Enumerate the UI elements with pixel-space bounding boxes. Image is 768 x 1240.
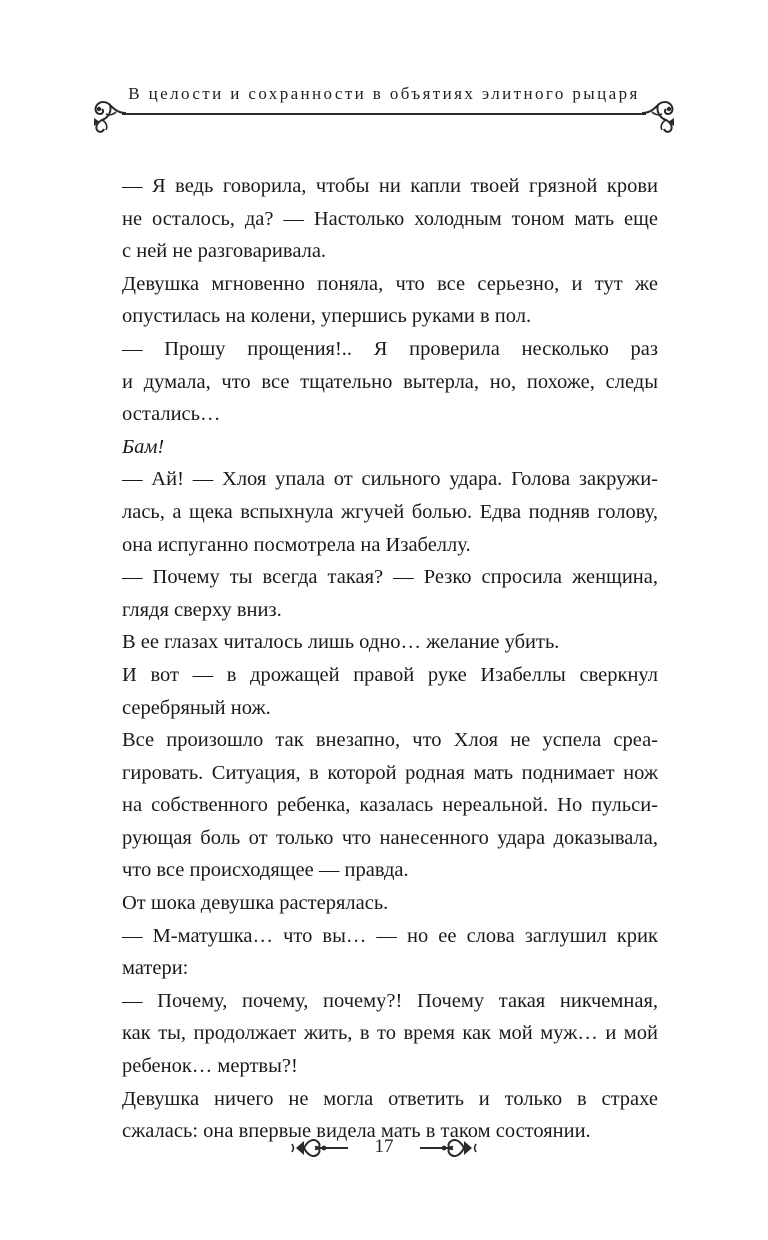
text-line: опустилась на колени, упершись руками в пол. (122, 305, 532, 328)
text-line: — Почему, почему, почему?! Почему такая никчемная, (122, 989, 658, 1012)
text-line: Все произошло так внезапно, что Хлоя не успела среа- (122, 729, 658, 752)
body-text (122, 170, 658, 1148)
folio-ornament-left-icon (290, 1132, 354, 1164)
text-line: она испуганно посмотрела на Изабеллу. (122, 533, 471, 556)
text-line: как ты, продолжает жить, в то время как мой муж… и мой (122, 1022, 658, 1045)
text-line: — Почему ты всегда такая? — Резко спросила женщина, (122, 566, 658, 589)
text-line: ребенок… мертвы?! (122, 1055, 298, 1078)
text-line: и думала, что все тщательно вытерла, но, похоже, следы (122, 370, 658, 393)
text-line: остались… (122, 403, 221, 426)
text-line: — Ай! — Хлоя упала от сильного удара. Голова закружи- (122, 468, 658, 491)
text-line: От шока девушка растерялась. (122, 892, 389, 915)
text-line: лась, а щека вспыхнула жгучей болью. Едва подняв голову, (122, 500, 658, 523)
text-line: — Я ведь говорила, чтобы ни капли твоей грязной крови (122, 175, 658, 197)
text-line: — М-матушка… что вы… — но ее слова заглушил крик (122, 924, 658, 947)
text-line: Бам! (122, 435, 165, 458)
corner-ornament-left-icon (92, 100, 128, 134)
page-number: 17 (374, 1136, 394, 1157)
corner-ornament-right-icon (640, 100, 676, 134)
folio-ornament-right-icon (414, 1132, 478, 1164)
text-line: на собственного ребенка, казалась нереальной. Но пульси- (122, 794, 658, 817)
text-line: И вот — в дрожащей правой руке Изабеллы сверкнул (122, 663, 658, 686)
text-line: Девушка мгновенно поняла, что все серьезно, и тут же (122, 272, 658, 295)
header-rule (122, 113, 646, 115)
text-line: матери: (122, 957, 189, 980)
text-line: серебряный нож. (122, 696, 271, 719)
running-head: В целости и сохранности в объятиях элитного рыцаря (128, 84, 640, 103)
text-line: что все происходящее — правда. (122, 859, 409, 882)
text-line: глядя сверху вниз. (122, 598, 282, 621)
text-line: рующая боль от только что нанесенного удара доказывала, (122, 826, 658, 849)
text-line: — Прошу прощения!.. Я проверила несколько раз (122, 337, 658, 360)
text-line: В ее глазах читалось лишь одно… желание убить. (122, 631, 560, 654)
text-line: гировать. Ситуация, в которой родная мать поднимает нож (122, 761, 658, 784)
text-line: не осталось, да? — Настолько холодным тоном мать еще (122, 207, 658, 230)
text-line: Девушка ничего не могла ответить и только в страхе (122, 1087, 658, 1110)
text-line: с ней не разговаривала. (122, 240, 327, 263)
text-line: сжалась: она впервые видела мать в таком состоянии. (122, 1120, 591, 1143)
